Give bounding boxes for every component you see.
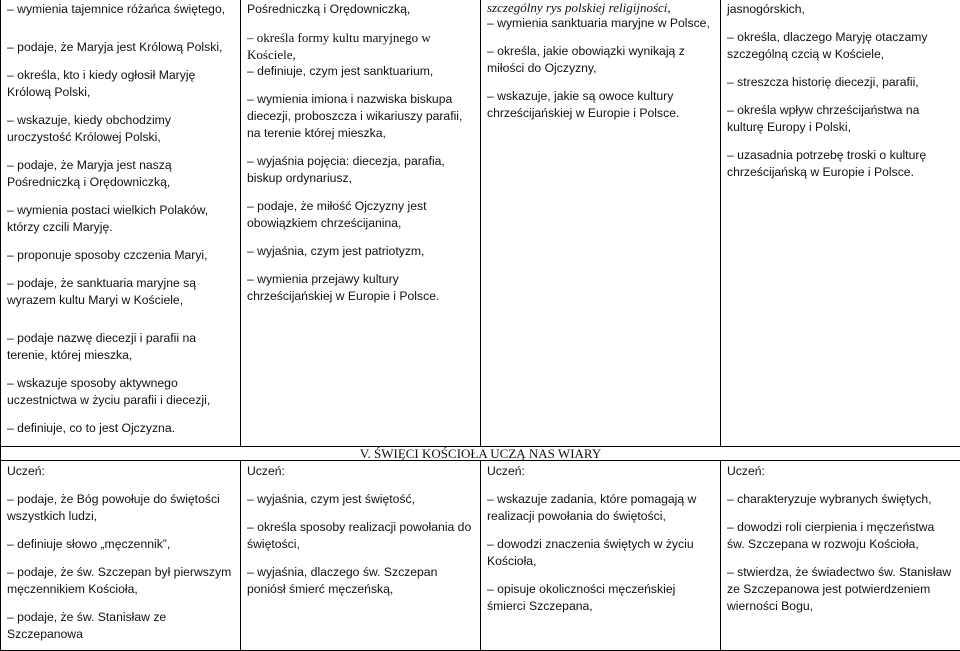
- list-item: – wskazuje sposoby aktywnego uczestnictwa w życiu parafii i diecezji,: [7, 375, 234, 409]
- list-item: – wymienia sanktuaria maryjne w Polsce,: [487, 15, 714, 32]
- list-item: – wyjaśnia, czym jest patriotyzm,: [247, 243, 474, 260]
- student-label: Uczeń:: [247, 463, 474, 480]
- list-item: jasnogórskich,: [727, 1, 954, 18]
- student-label: Uczeń:: [7, 463, 234, 480]
- student-label: Uczeń:: [487, 463, 714, 480]
- top-column-2: [241, 0, 481, 447]
- list-item: – określa, jakie obowiązki wynikają z miłości do Ojczyzny,: [487, 43, 714, 77]
- list-item: – wyjaśnia pojęcia: diecezja, parafia, biskup ordynariusz,: [247, 153, 474, 187]
- list-item: – wskazuje zadania, które pomagają w realizacji powołania do świętości,: [487, 491, 714, 525]
- list-item: – podaje, że św. Szczepan był pierwszym męczennikiem Kościoła,: [7, 564, 234, 598]
- list-item: – podaje, że Maryja jest naszą Pośredniczką i Orędowniczką,: [7, 157, 234, 191]
- list-item: – podaje, że miłość Ojczyzny jest obowiązkiem chrześcijanina,: [247, 198, 474, 232]
- list-item: – opisuje okoliczności męczeńskiej śmierci Szczepana,: [487, 581, 714, 615]
- list-item: – podaje, że św. Stanisław ze Szczepanowa: [7, 609, 234, 643]
- top-column-3: [481, 0, 721, 447]
- list-item: – określa formy kultu maryjnego w Kościele,: [247, 29, 474, 63]
- list-item: – wskazuje, jakie są owoce kultury chrześcijańskiej w Europie i Polsce.: [487, 88, 714, 122]
- list-item: – podaje, że Bóg powołuje do świętości wszystkich ludzi,: [7, 491, 234, 525]
- bottom-column-1: [1, 461, 241, 651]
- list-item: – stwierdza, że świadectwo św. Stanisław ze Szczepanowa jest potwierdzeniem wierności Bogu,: [727, 564, 954, 615]
- requirements-table-bottom: [0, 446, 960, 651]
- list-item: – określa, dlaczego Maryję otaczamy szczególną czcią w Kościele,: [727, 29, 954, 63]
- list-item: – podaje, że sanktuaria maryjne są wyrazem kultu Maryi w Kościele,: [7, 275, 234, 309]
- list-item: – wymienia imiona i nazwiska biskupa diecezji, proboszcza i wikariuszy parafii, na terenie której mieszka,: [247, 91, 474, 142]
- list-item: – podaje nazwę diecezji i parafii na terenie, której mieszka,: [7, 330, 234, 364]
- list-item: – streszcza historię diecezji, parafii,: [727, 74, 954, 91]
- list-item: – podaje, że Maryja jest Królową Polski,: [7, 39, 234, 56]
- list-item: – uzasadnia potrzebę troski o kulturę chrześcijańską w Europie i Polsce.: [727, 147, 954, 181]
- list-item: – wyjaśnia, dlaczego św. Szczepan poniósł śmierć męczeńską,: [247, 564, 474, 598]
- list-item: – określa wpływ chrześcijaństwa na kulturę Europy i Polski,: [727, 102, 954, 136]
- top-column-4: [721, 0, 960, 447]
- list-item: – wymienia przejawy kultury chrześcijańskiej w Europie i Polsce.: [247, 271, 474, 305]
- list-item: – wskazuje, kiedy obchodzimy uroczystość Królowej Polski,: [7, 112, 234, 146]
- list-item: – określa, kto i kiedy ogłosił Maryję Królową Polski,: [7, 67, 234, 101]
- list-item: – charakteryzuje wybranych świętych,: [727, 491, 954, 508]
- list-item: szczególny rys polskiej religijności,: [487, 1, 714, 15]
- list-item: Pośredniczką i Orędowniczką,: [247, 1, 474, 18]
- list-item: – dowodzi znaczenia świętych w życiu Kościoła,: [487, 536, 714, 570]
- student-label: Uczeń:: [727, 463, 954, 480]
- list-item: – proponuje sposoby czczenia Maryi,: [7, 247, 234, 264]
- bottom-column-3: [481, 461, 721, 651]
- list-item: – definiuje, czym jest sanktuarium,: [247, 63, 474, 80]
- section-title: V. ŚWIĘCI KOŚCIOŁA UCZĄ NAS WIARY: [1, 447, 960, 461]
- list-item: – definiuje, co to jest Ojczyzna.: [7, 420, 234, 437]
- list-item: – określa sposoby realizacji powołania do świętości,: [247, 519, 474, 553]
- top-column-1: [1, 0, 241, 447]
- list-item: – wymienia postaci wielkich Polaków, którzy czcili Maryję.: [7, 202, 234, 236]
- list-item: – definiuje słowo „męczennik”,: [7, 536, 234, 553]
- list-item: – wymienia tajemnice różańca świętego,: [7, 1, 234, 18]
- list-item: – dowodzi roli cierpienia i męczeństwa św. Szczepana w rozwoju Kościoła,: [727, 519, 954, 553]
- bottom-column-2: [241, 461, 481, 651]
- list-item: – wyjaśnia, czym jest świętość,: [247, 491, 474, 508]
- bottom-column-4: [721, 461, 960, 651]
